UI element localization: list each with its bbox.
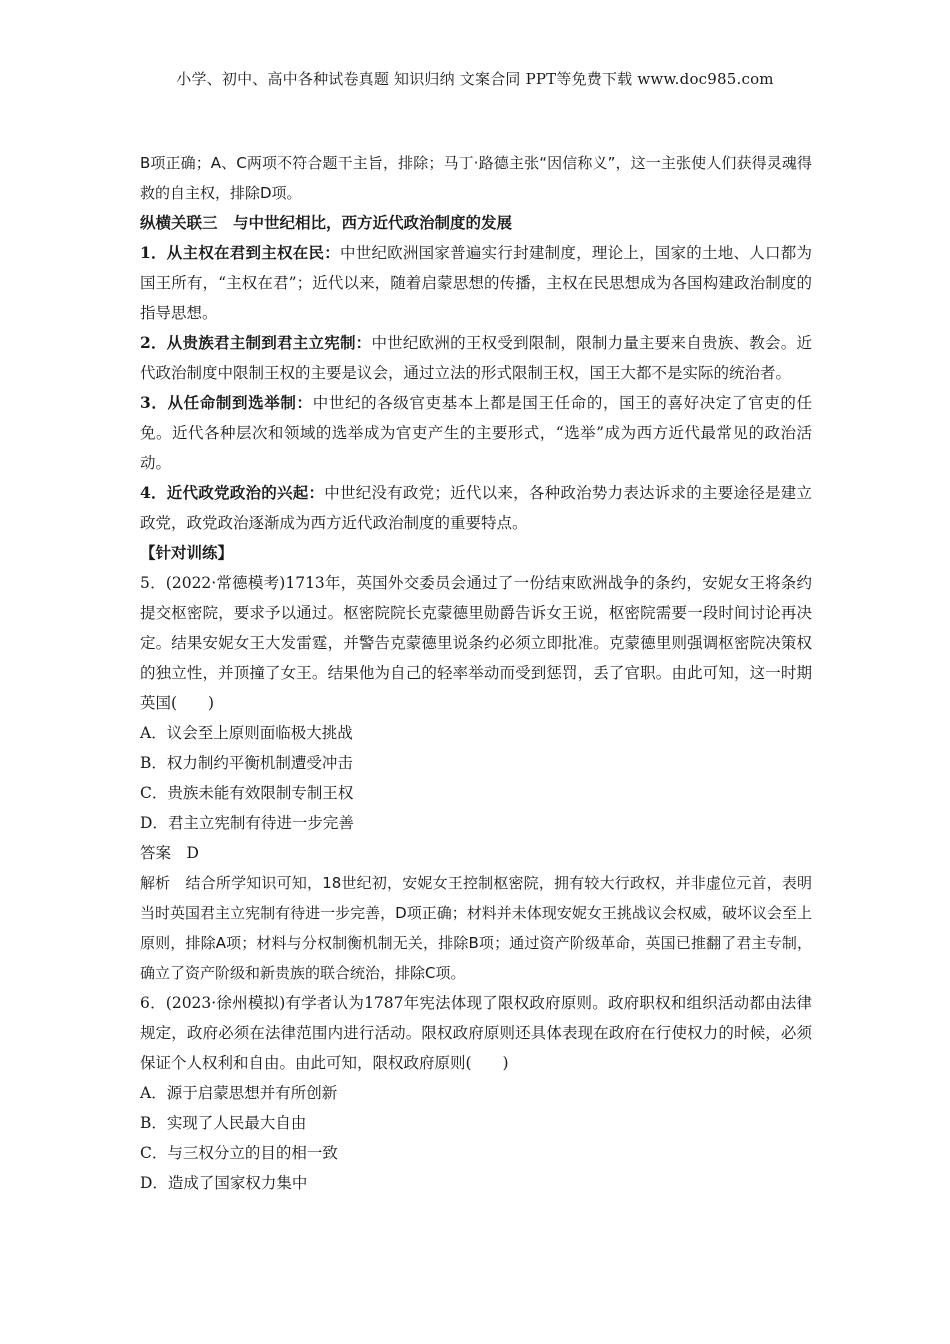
question-6-option-a: A．源于启蒙思想并有所创新 xyxy=(140,1084,338,1102)
point-3-head: 3．从任命制到选举制： xyxy=(140,393,313,412)
question-5-option-d: D．君主立宪制有待进一步完善 xyxy=(140,814,354,832)
point-3-body: 中世纪的各级官吏基本上都是国王任命的，国王的喜好决定了官吏的任免。近代各种层次和领域的选举成为官吏产生的主要形式，“选举”成为西方近代最常见的政治活动。 xyxy=(140,394,812,472)
point-1 xyxy=(140,238,812,328)
question-5-option-a: A．议会至上原则面临极大挑战 xyxy=(140,724,353,742)
question-5-option-c: C．贵族未能有效限制专制王权 xyxy=(140,784,354,802)
point-3 xyxy=(140,388,812,478)
point-2 xyxy=(140,328,812,388)
point-4 xyxy=(140,478,812,538)
question-5-option-b: B．权力制约平衡机制遭受冲击 xyxy=(140,754,353,772)
question-5-stem: 5．(2022·常德模考)1713年，英国外交委员会通过了一份结束欧洲战争的条约，安妮女王将条约提交枢密院，要求予以通过。枢密院院长克蒙德里勋爵告诉女王说，枢密院需要一段时间讨论再决定。结果安妮女王大发雷霆，并警告克蒙德里说条约必须立即批准。克蒙德里则强调枢密院决策权的独立性，并顶撞了女王。结果他为自己的轻率举动而受到惩罚，丢了官职。由此可知，这一时期英国( ) xyxy=(140,574,812,712)
question-6-option-c: C．与三权分立的目的相一致 xyxy=(140,1144,338,1162)
point-1-head: 1．从主权在君到主权在民： xyxy=(140,243,340,262)
document-body xyxy=(140,148,812,1198)
question-6-option-b: B．实现了人民最大自由 xyxy=(140,1114,307,1132)
point-4-body: 中世纪没有政党；近代以来，各种政治势力表达诉求的主要途径是建立政党，政党政治逐渐成为西方近代政治制度的重要特点。 xyxy=(140,484,812,532)
point-2-head: 2．从贵族君主制到君主立宪制： xyxy=(140,333,372,352)
training-label: 【针对训练】 xyxy=(140,543,234,562)
question-5-analysis: 解析 结合所学知识可知，18世纪初，安妮女王控制枢密院，拥有较大行政权，并非虚位元首，表明当时英国君主立宪制有待进一步完善，D项正确；材料并未体现安妮女王挑战议会权威，破坏议会至上原则，排除A项；材料与分权制衡机制无关，排除B项；通过资产阶级革命，英国已推翻了君主专制，确立了资产阶级和新贵族的联合统治，排除C项。 xyxy=(140,874,812,982)
section-title: 纵横关联三 与中世纪相比，西方近代政治制度的发展 xyxy=(140,213,513,232)
question-6-option-d: D．造成了国家权力集中 xyxy=(140,1174,308,1192)
question-6-stem: 6．(2023·徐州模拟)有学者认为1787年宪法体现了限权政府原则。政府职权和组织活动都由法律规定，政府必须在法律范围内进行活动。限权政府原则还具体表现在政府在行使权力的时候，必须保证个人权利和自由。由此可知，限权政府原则( ) xyxy=(140,994,812,1072)
point-2-body: 中世纪欧洲的王权受到限制，限制力量主要来自贵族、教会。近代政治制度中限制王权的主要是议会，通过立法的形式限制王权，国王大都不是实际的统治者。 xyxy=(140,334,812,382)
point-4-head: 4．近代政党政治的兴起： xyxy=(140,483,325,502)
intro-paragraph: B项正确；A、C两项不符合题干主旨，排除；马丁·路德主张“因信称义”，这一主张使人们获得灵魂得救的自主权，排除D项。 xyxy=(140,154,812,202)
question-5-answer: 答案 D xyxy=(140,844,199,862)
page-header: 小学、初中、高中各种试卷真题 知识归纳 文案合同 PPT等免费下载 www.doc985.com xyxy=(176,70,774,88)
point-1-body: 中世纪欧洲国家普遍实行封建制度，理论上，国家的土地、人口都为国王所有，“主权在君”；近代以来，随着启蒙思想的传播，主权在民思想成为各国构建政治制度的指导思想。 xyxy=(140,244,812,322)
